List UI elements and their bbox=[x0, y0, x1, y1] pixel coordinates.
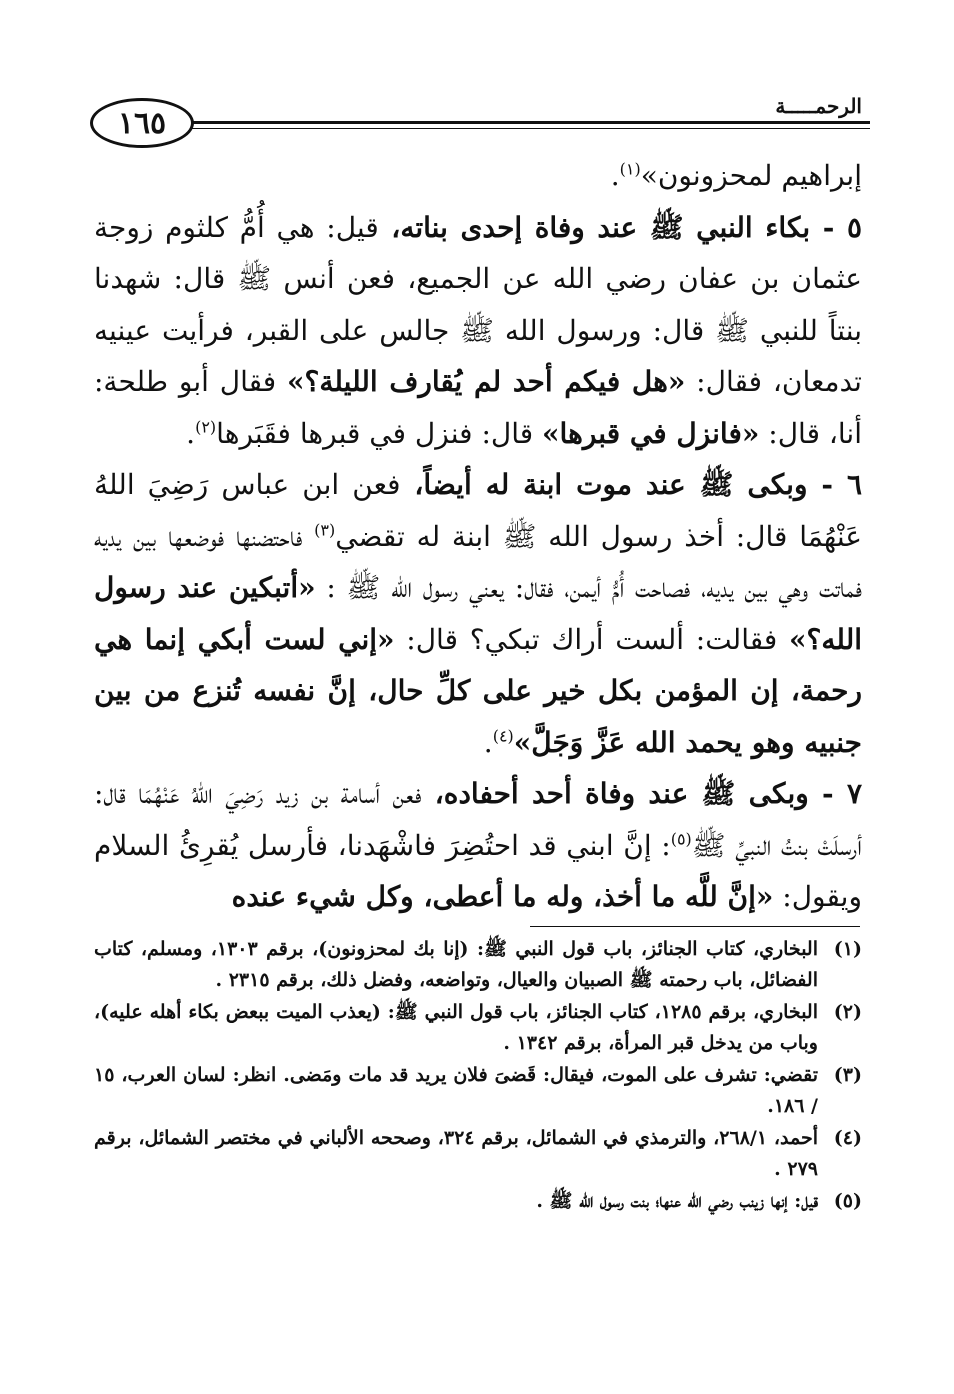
footnote bbox=[94, 1186, 862, 1217]
text-run: فقالت: ألست أراك تبكي؟ قال: bbox=[394, 622, 790, 656]
footnote-ref[interactable]: (٥) bbox=[670, 829, 692, 849]
text-run: . bbox=[483, 725, 493, 759]
header-rule-thin bbox=[190, 128, 870, 129]
bold-text: «أتبكين عند رسول الله؟» bbox=[94, 571, 862, 656]
footnote-number: (٣) bbox=[833, 1064, 862, 1086]
page-header bbox=[0, 0, 954, 150]
footnote-ref[interactable]: (٣) bbox=[314, 520, 336, 540]
paragraph bbox=[94, 150, 862, 202]
footnote bbox=[94, 934, 862, 995]
footnote-separator bbox=[530, 926, 860, 927]
footnote-text: أحمد، ٢٦٨/١، والترمذي في الشمائل، برقم ٣٢٤، وصححه الألباني في مختصر الشمائل، برقم ٢٧٩ . bbox=[94, 1127, 818, 1180]
text-run: إبراهيم لمحزونون» bbox=[640, 159, 862, 192]
footnote-text: تقضي: تشرف على الموت، فيقال: قَضىَ فلان يريد قد مات ومَضى. انظر: لسان العرب، ١٥ / ١٨٦. bbox=[94, 1064, 818, 1117]
footnote-text: البخاري، برقم ١٢٨٥، كتاب الجنائز، باب قول النبي ﷺ: (يعذب الميت ببعض بكاء أهله عليه)، وباب من يدخل قبر المرأة، برقم ١٣٤٢ . bbox=[94, 1001, 819, 1054]
header-rule bbox=[190, 121, 870, 124]
footnote-text: البخاري، كتاب الجنائز، باب قول النبي ﷺ: (إنا بك لمحزونون)، برقم ١٣٠٣، ومسلم، كتاب الفضائل، باب رحمته ﷺ الصبيان والعيال، وتواضعه، وفضل ذلك، برقم ٢٣١٥ . bbox=[94, 938, 818, 991]
text-run: : إنَّ ابني قد احتُضِرَ فاشْهَدنا، فأرسل يُقرِئُ السلام ويقول: bbox=[94, 828, 862, 913]
footnote bbox=[94, 1060, 862, 1121]
text-run: . bbox=[610, 159, 620, 192]
bold-text: «إنَّ للَّه ما أخذ، وله ما أعطى، وكل شيء عنده bbox=[231, 880, 774, 913]
page-number: ١٦٥ bbox=[90, 98, 194, 148]
text-run: فاحتضنها فوضعها بين يديه فماتت وهي بين يديه، فصاحت أُمُّ أيمن، فقال: يعني رسول الله ﷺ : bbox=[94, 519, 863, 604]
bold-text: ٦ - وبكى ﷺ عند موت ابنة له أيضاً، bbox=[400, 468, 862, 501]
bold-text: «فانزل في قبرها» bbox=[542, 416, 760, 450]
footnote-text: قيل: إنها زينب رضي الله عنها؛ بنت رسول الله ﷺ . bbox=[536, 1190, 818, 1212]
footnote-number: (٥) bbox=[833, 1190, 862, 1212]
text-run: قال: فنزل في قبرها فقَبَرها bbox=[216, 416, 543, 450]
paragraph bbox=[94, 768, 862, 923]
footnote-number: (١) bbox=[833, 938, 862, 960]
text-run: . bbox=[186, 416, 196, 450]
bold-text: ٥ - بكاء النبي ﷺ عند وفاة إحدى بناته، bbox=[378, 210, 862, 244]
text-run: قيل: هي أُمُّ كلثوم زوجة عثمان بن عفان رضي الله عن الجميع، فعن أنس ﷺ قال: شهدنا بنتاً للنبي ﷺ قال: ورسول الله ﷺ جالس على القبر، فرأيت عينيه تدمعان، فقال: bbox=[94, 210, 862, 398]
text-run: فعن ابن عباس رَضِيَ اللهُ عَنْهُمَا قال: أخذ رسول الله ﷺ ابنة له تقضي bbox=[94, 468, 862, 553]
text-run: فقال أبو طلحة: أنا، قال: bbox=[94, 365, 862, 450]
bold-text: ٧ - وبكى ﷺ عند وفاة أحد أحفاده، bbox=[421, 777, 862, 810]
paragraph bbox=[94, 202, 862, 460]
bold-text: «هل فيكم أحد لم يُقارف الليلة؟» bbox=[286, 365, 686, 398]
footnotes bbox=[94, 934, 862, 1219]
running-title: الرحمـــــة bbox=[769, 94, 862, 118]
footnote bbox=[94, 997, 862, 1058]
footnote-ref[interactable]: (٢) bbox=[195, 417, 217, 437]
footnote-ref[interactable]: (٤) bbox=[492, 726, 514, 746]
body-text bbox=[94, 150, 862, 923]
bold-text: «إني لست أبكي إنما هي رحمة، إن المؤمن بكل خير على كلِّ حال، إنَّ نفسه تُنزع من بين جنبيه وهو يحمد الله عَزَّ وَجَلَّ» bbox=[94, 622, 862, 759]
paragraph bbox=[94, 459, 862, 768]
footnote-number: (٢) bbox=[833, 1001, 862, 1023]
footnote-number: (٤) bbox=[833, 1127, 862, 1149]
text-run: فعن أسامة بن زيد رَضِيَ اللهُ عَنْهُمَا قال: أرسلَتْ بنتُ النبيِّ ﷺ bbox=[94, 777, 862, 862]
footnote bbox=[94, 1123, 862, 1184]
footnote-ref[interactable]: (١) bbox=[619, 159, 641, 179]
